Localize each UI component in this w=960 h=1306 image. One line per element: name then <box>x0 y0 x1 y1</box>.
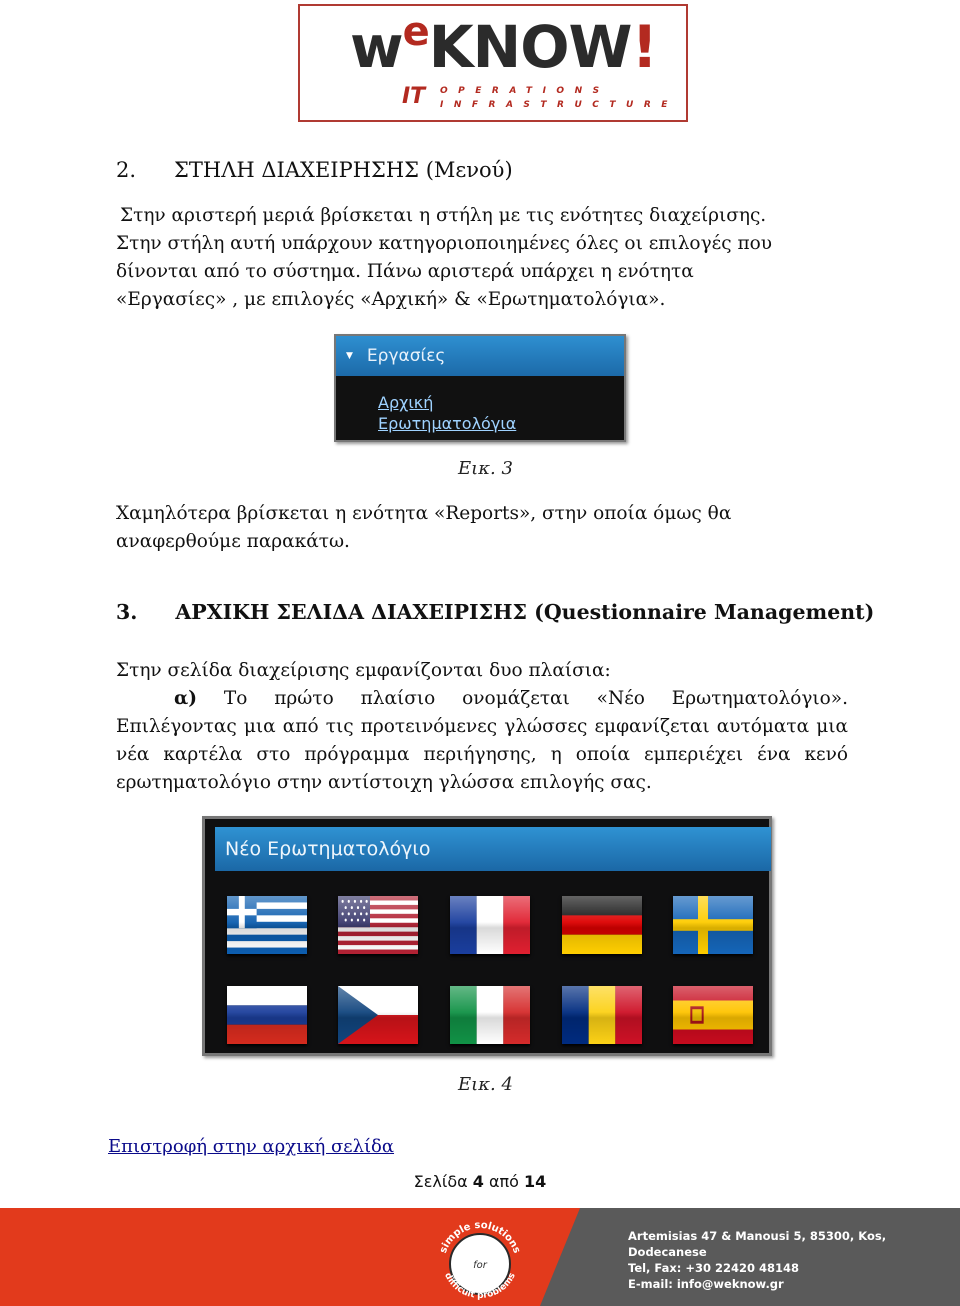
logo-operations: OPERATIONS <box>440 86 610 96</box>
item-a-text: Το πρώτο πλαίσιο ονομάζεται «Νέο Ερωτηματολόγιο». Επιλέγοντας μια από τις προτεινόμενες γλώσσες εμφανίζεται αυτόματα μια νέα καρτέλα στο πρόγραμμα περιήγησης, η οποία εμπεριέχει ένα κενό ερωτηματολόγιο στην αντίστοιχη γλώσσα επιλογής σας. <box>116 688 848 793</box>
email: E-mail: info@weknow.gr <box>628 1277 784 1291</box>
section-2-heading: 2. ΣΤΗΛΗ ΔΙΑΧΕΙΡΗΣΗΣ (Μενού) <box>116 158 513 182</box>
new-questionnaire-panel-screenshot <box>202 816 772 1056</box>
sweden-flag[interactable] <box>673 896 753 954</box>
greece-flag[interactable] <box>227 896 307 954</box>
logo-wordmark: $w^eKNOW$! <box>350 9 657 81</box>
simple-solutions-seal <box>430 1214 530 1304</box>
section-3-intro: Στην σελίδα διαχείρισης εμφανίζονται δυο πλαίσια: <box>116 660 611 681</box>
seal-bottom-text: difficult problems <box>442 1271 518 1302</box>
phone: Tel, Fax: +30 22420 48148 <box>628 1261 800 1275</box>
logo-it: IT <box>402 84 426 109</box>
contact-info <box>628 1228 960 1292</box>
tasks-menu-title: Εργασίες <box>366 346 446 366</box>
tasks-menu-screenshot <box>334 334 626 442</box>
page-number: Σελίδα 4 από 14 <box>413 1172 547 1191</box>
germany-flag[interactable] <box>562 896 642 954</box>
italy-flag[interactable] <box>450 986 530 1044</box>
logo-infrastructure: INFRASTRUCTURE <box>440 100 678 110</box>
usa-flag[interactable] <box>338 896 418 954</box>
new-questionnaire-header: Νέο Ερωτηματολόγιο <box>215 827 771 871</box>
figure-3-caption: Εικ. 3 <box>458 458 513 479</box>
section-3-heading: 3. ΑΡΧΙΚΗ ΣΕΛΙΔΑ ΔΙΑΧΕΙΡΙΣΗΣ (Questionnaire Management) <box>116 600 875 624</box>
seal-top-text: simple solutions <box>437 1219 523 1255</box>
reports-paragraph: Χαμηλότερα βρίσκεται η ενότητα «Reports», στην οποία όμως θα αναφερθούμε παρακάτω. <box>116 503 732 552</box>
czech-flag[interactable] <box>338 986 418 1044</box>
footer-banner <box>0 1208 960 1306</box>
figure-4-caption: Εικ. 4 <box>458 1074 513 1095</box>
romania-flag[interactable] <box>562 986 642 1044</box>
caret-down-icon: ▼ <box>346 351 353 361</box>
address: Artemisias 47 & Manousi 5, 85300, Kos, Dodecanese <box>628 1229 887 1259</box>
menu-link-home[interactable]: Αρχική <box>378 393 434 412</box>
section-3-item-a <box>116 685 848 797</box>
item-a-label: α) <box>174 688 197 709</box>
france-flag[interactable] <box>450 896 530 954</box>
section-2-paragraph: Στην αριστερή μεριά βρίσκεται η στήλη με τις ενότητες διαχείρισης. Στην στήλη αυτή υπάρχουν κατηγοριοποιημένες όλες οι επιλογές που δίνονται από το σύστημα. Πάνω αριστερά υπάρχει η ενότητα «Εργασίες» , με επιλογές «Αρχική» & «Ερωτηματολόγια». <box>116 205 772 310</box>
russia-flag[interactable] <box>227 986 307 1044</box>
weknow-logo <box>298 4 688 122</box>
back-to-home-link[interactable]: Επιστροφή στην αρχική σελίδα <box>108 1136 395 1157</box>
tasks-menu-header <box>336 336 624 376</box>
menu-link-questionnaires[interactable]: Ερωτηματολόγια <box>378 414 517 433</box>
spain-flag[interactable] <box>673 986 753 1044</box>
seal-center-text: for <box>473 1260 487 1271</box>
